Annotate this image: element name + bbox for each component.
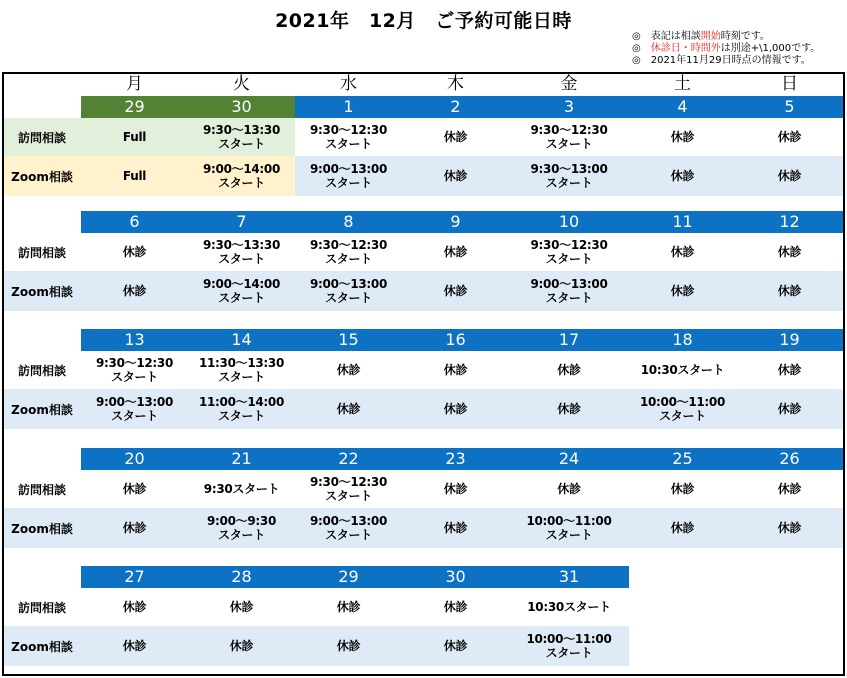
zoom-slot-cell: 休診: [122, 639, 147, 653]
zoom-slot-cell: 休診: [229, 639, 254, 653]
date-cell: 28: [188, 566, 295, 588]
weekday-header: 水: [340, 74, 357, 94]
zoom-slot-cell: 10:00～11:00 スタート: [526, 632, 612, 660]
row-label-zoom: Zoom相談: [11, 639, 73, 654]
note-start-time: ◎ 表記は相談開始時刻です。: [632, 31, 770, 42]
weekday-header: 木: [447, 74, 464, 94]
visit-slot-cell: 休診: [777, 482, 802, 496]
zoom-slot-cell: 休診: [122, 521, 147, 535]
visit-slot-cell: 休診: [443, 130, 468, 144]
visit-slot-cell: 休診: [670, 482, 695, 496]
zoom-slot-cell: 9:30～13:00 スタート: [530, 162, 608, 190]
date-cell: 24: [509, 448, 629, 470]
date-cell: 15: [295, 329, 402, 351]
visit-slot-cell: 休診: [122, 482, 147, 496]
zoom-slot-cell: 休診: [557, 402, 581, 416]
weekday-header: 日: [781, 74, 798, 94]
visit-slot-cell: 9:30～13:30 スタート: [202, 123, 281, 151]
date-cell: 30: [188, 96, 295, 118]
date-cell: 27: [81, 566, 188, 588]
date-cell: 23: [402, 448, 509, 470]
zoom-slot-cell: 休診: [443, 521, 468, 535]
weekday-header: 土: [674, 74, 691, 94]
zoom-slot-cell: 休診: [443, 169, 468, 183]
weekday-header: 金: [560, 74, 578, 94]
zoom-slot-cell: 休診: [777, 521, 802, 535]
date-cell: 25: [629, 448, 736, 470]
zoom-slot-cell: 休診: [777, 284, 802, 298]
date-cell: 29: [81, 96, 188, 118]
date-cell: 7: [188, 211, 295, 233]
date-cell: 30: [402, 566, 509, 588]
visit-slot-cell: 9:30～12:30 スタート: [309, 123, 388, 151]
zoom-slot-cell: 休診: [443, 284, 468, 298]
date-cell: 22: [295, 448, 402, 470]
row-label-visit: 訪問相談: [17, 600, 66, 615]
visit-slot-cell: 休診: [443, 600, 468, 614]
row-label-zoom: Zoom相談: [11, 402, 73, 417]
visit-slot-cell: 10:30スタート: [640, 363, 725, 377]
date-cell: 8: [295, 211, 402, 233]
note-info-date: ◎ 2021年11月29日時点の情報です。: [632, 55, 811, 66]
row-label-zoom: Zoom相談: [11, 521, 73, 536]
visit-slot-cell: 休診: [670, 130, 695, 144]
date-cell: 10: [509, 211, 629, 233]
zoom-slot-cell: 9:00～13:00 スタート: [530, 277, 608, 305]
visit-slot-cell: 休診: [670, 245, 695, 259]
zoom-slot-cell: 9:00～13:00 スタート: [309, 162, 388, 190]
zoom-slot-cell: 休診: [670, 169, 695, 183]
visit-slot-cell: 9:30～12:30 スタート: [530, 238, 608, 266]
visit-slot-cell: 9:30スタート: [203, 482, 280, 496]
date-cell: 18: [629, 329, 736, 351]
zoom-slot-cell: 9:00～14:00 スタート: [202, 162, 281, 190]
visit-slot-cell: 休診: [122, 600, 147, 614]
date-cell: 6: [81, 211, 188, 233]
date-cell: 16: [402, 329, 509, 351]
visit-slot-cell: 休診: [122, 245, 147, 259]
zoom-slot-cell: 休診: [670, 284, 695, 298]
date-cell: 12: [736, 211, 843, 233]
zoom-slot-cell: Full: [122, 169, 147, 183]
date-cell: 14: [188, 329, 295, 351]
visit-slot-cell: Full: [122, 130, 147, 144]
zoom-slot-cell: 休診: [777, 169, 802, 183]
zoom-slot-cell: 9:00～13:00 スタート: [95, 395, 174, 423]
visit-slot-cell: 9:30～12:30 スタート: [309, 238, 388, 266]
visit-slot-cell: 休診: [336, 600, 361, 614]
notes: [632, 31, 820, 67]
visit-slot-cell: 11:30～13:30 スタート: [198, 356, 285, 384]
zoom-slot-cell: 休診: [443, 402, 468, 416]
visit-slot-cell: 休診: [777, 245, 802, 259]
zoom-slot-cell: 休診: [670, 521, 695, 535]
visit-slot-cell: 休診: [443, 245, 468, 259]
visit-slot-cell: 休診: [557, 363, 581, 377]
zoom-slot-cell: 休診: [122, 284, 147, 298]
date-cell: 26: [736, 448, 843, 470]
date-cell: 31: [509, 566, 629, 588]
visit-slot-cell: 10:30スタート: [527, 600, 611, 614]
date-cell: 5: [736, 96, 843, 118]
zoom-slot-cell: 休診: [336, 402, 361, 416]
zoom-slot-cell: 10:00～11:00 スタート: [526, 514, 612, 542]
row-label-zoom: Zoom相談: [11, 284, 73, 299]
note-extra-fee: ◎ 休診日・時間外は別途+\1,000です。: [632, 43, 821, 54]
row-label-visit: 訪問相談: [17, 130, 66, 145]
date-cell: 29: [295, 566, 402, 588]
visit-slot-cell: 休診: [777, 130, 802, 144]
zoom-slot-cell: 休診: [777, 402, 802, 416]
zoom-slot-cell: 休診: [443, 639, 468, 653]
date-cell: 3: [509, 96, 629, 118]
date-cell: 20: [81, 448, 188, 470]
visit-slot-cell: 9:30～12:30 スタート: [95, 356, 174, 384]
zoom-slot-cell: 9:00～13:00 スタート: [309, 277, 388, 305]
row-label-visit: 訪問相談: [17, 482, 66, 497]
visit-slot-cell: 休診: [229, 600, 254, 614]
date-cell: 21: [188, 448, 295, 470]
visit-slot-cell: 休診: [777, 363, 802, 377]
page-title: 2021年 12月 ご予約可能日時: [275, 10, 572, 32]
zoom-slot-cell: 10:00～11:00 スタート: [639, 395, 726, 423]
date-cell: 19: [736, 329, 843, 351]
zoom-slot-cell: 11:00～14:00 スタート: [198, 395, 285, 423]
visit-slot-cell: 9:30～12:30 スタート: [309, 475, 388, 503]
visit-slot-cell: 休診: [557, 482, 581, 496]
visit-slot-cell: 休診: [336, 363, 361, 377]
row-label-zoom: Zoom相談: [11, 169, 73, 184]
visit-slot-cell: 休診: [443, 482, 468, 496]
date-cell: 9: [402, 211, 509, 233]
visit-slot-cell: 休診: [443, 363, 468, 377]
zoom-slot-cell: 9:00～14:00 スタート: [202, 277, 281, 305]
zoom-slot-cell: 9:00～13:00 スタート: [309, 514, 388, 542]
visit-slot-cell: 9:30～13:30 スタート: [202, 238, 281, 266]
date-cell: 1: [295, 96, 402, 118]
zoom-slot-cell: 9:00～9:30 スタート: [207, 514, 276, 542]
weekday-header: 火: [233, 74, 250, 94]
date-cell: 11: [629, 211, 736, 233]
visit-slot-cell: 9:30～12:30 スタート: [530, 123, 608, 151]
date-cell: 2: [402, 96, 509, 118]
row-label-visit: 訪問相談: [17, 363, 66, 378]
date-cell: 4: [629, 96, 736, 118]
date-cell: 17: [509, 329, 629, 351]
row-label-visit: 訪問相談: [17, 245, 66, 260]
zoom-slot-cell: 休診: [336, 639, 361, 653]
date-cell: 13: [81, 329, 188, 351]
weekday-header: 月: [126, 74, 143, 94]
